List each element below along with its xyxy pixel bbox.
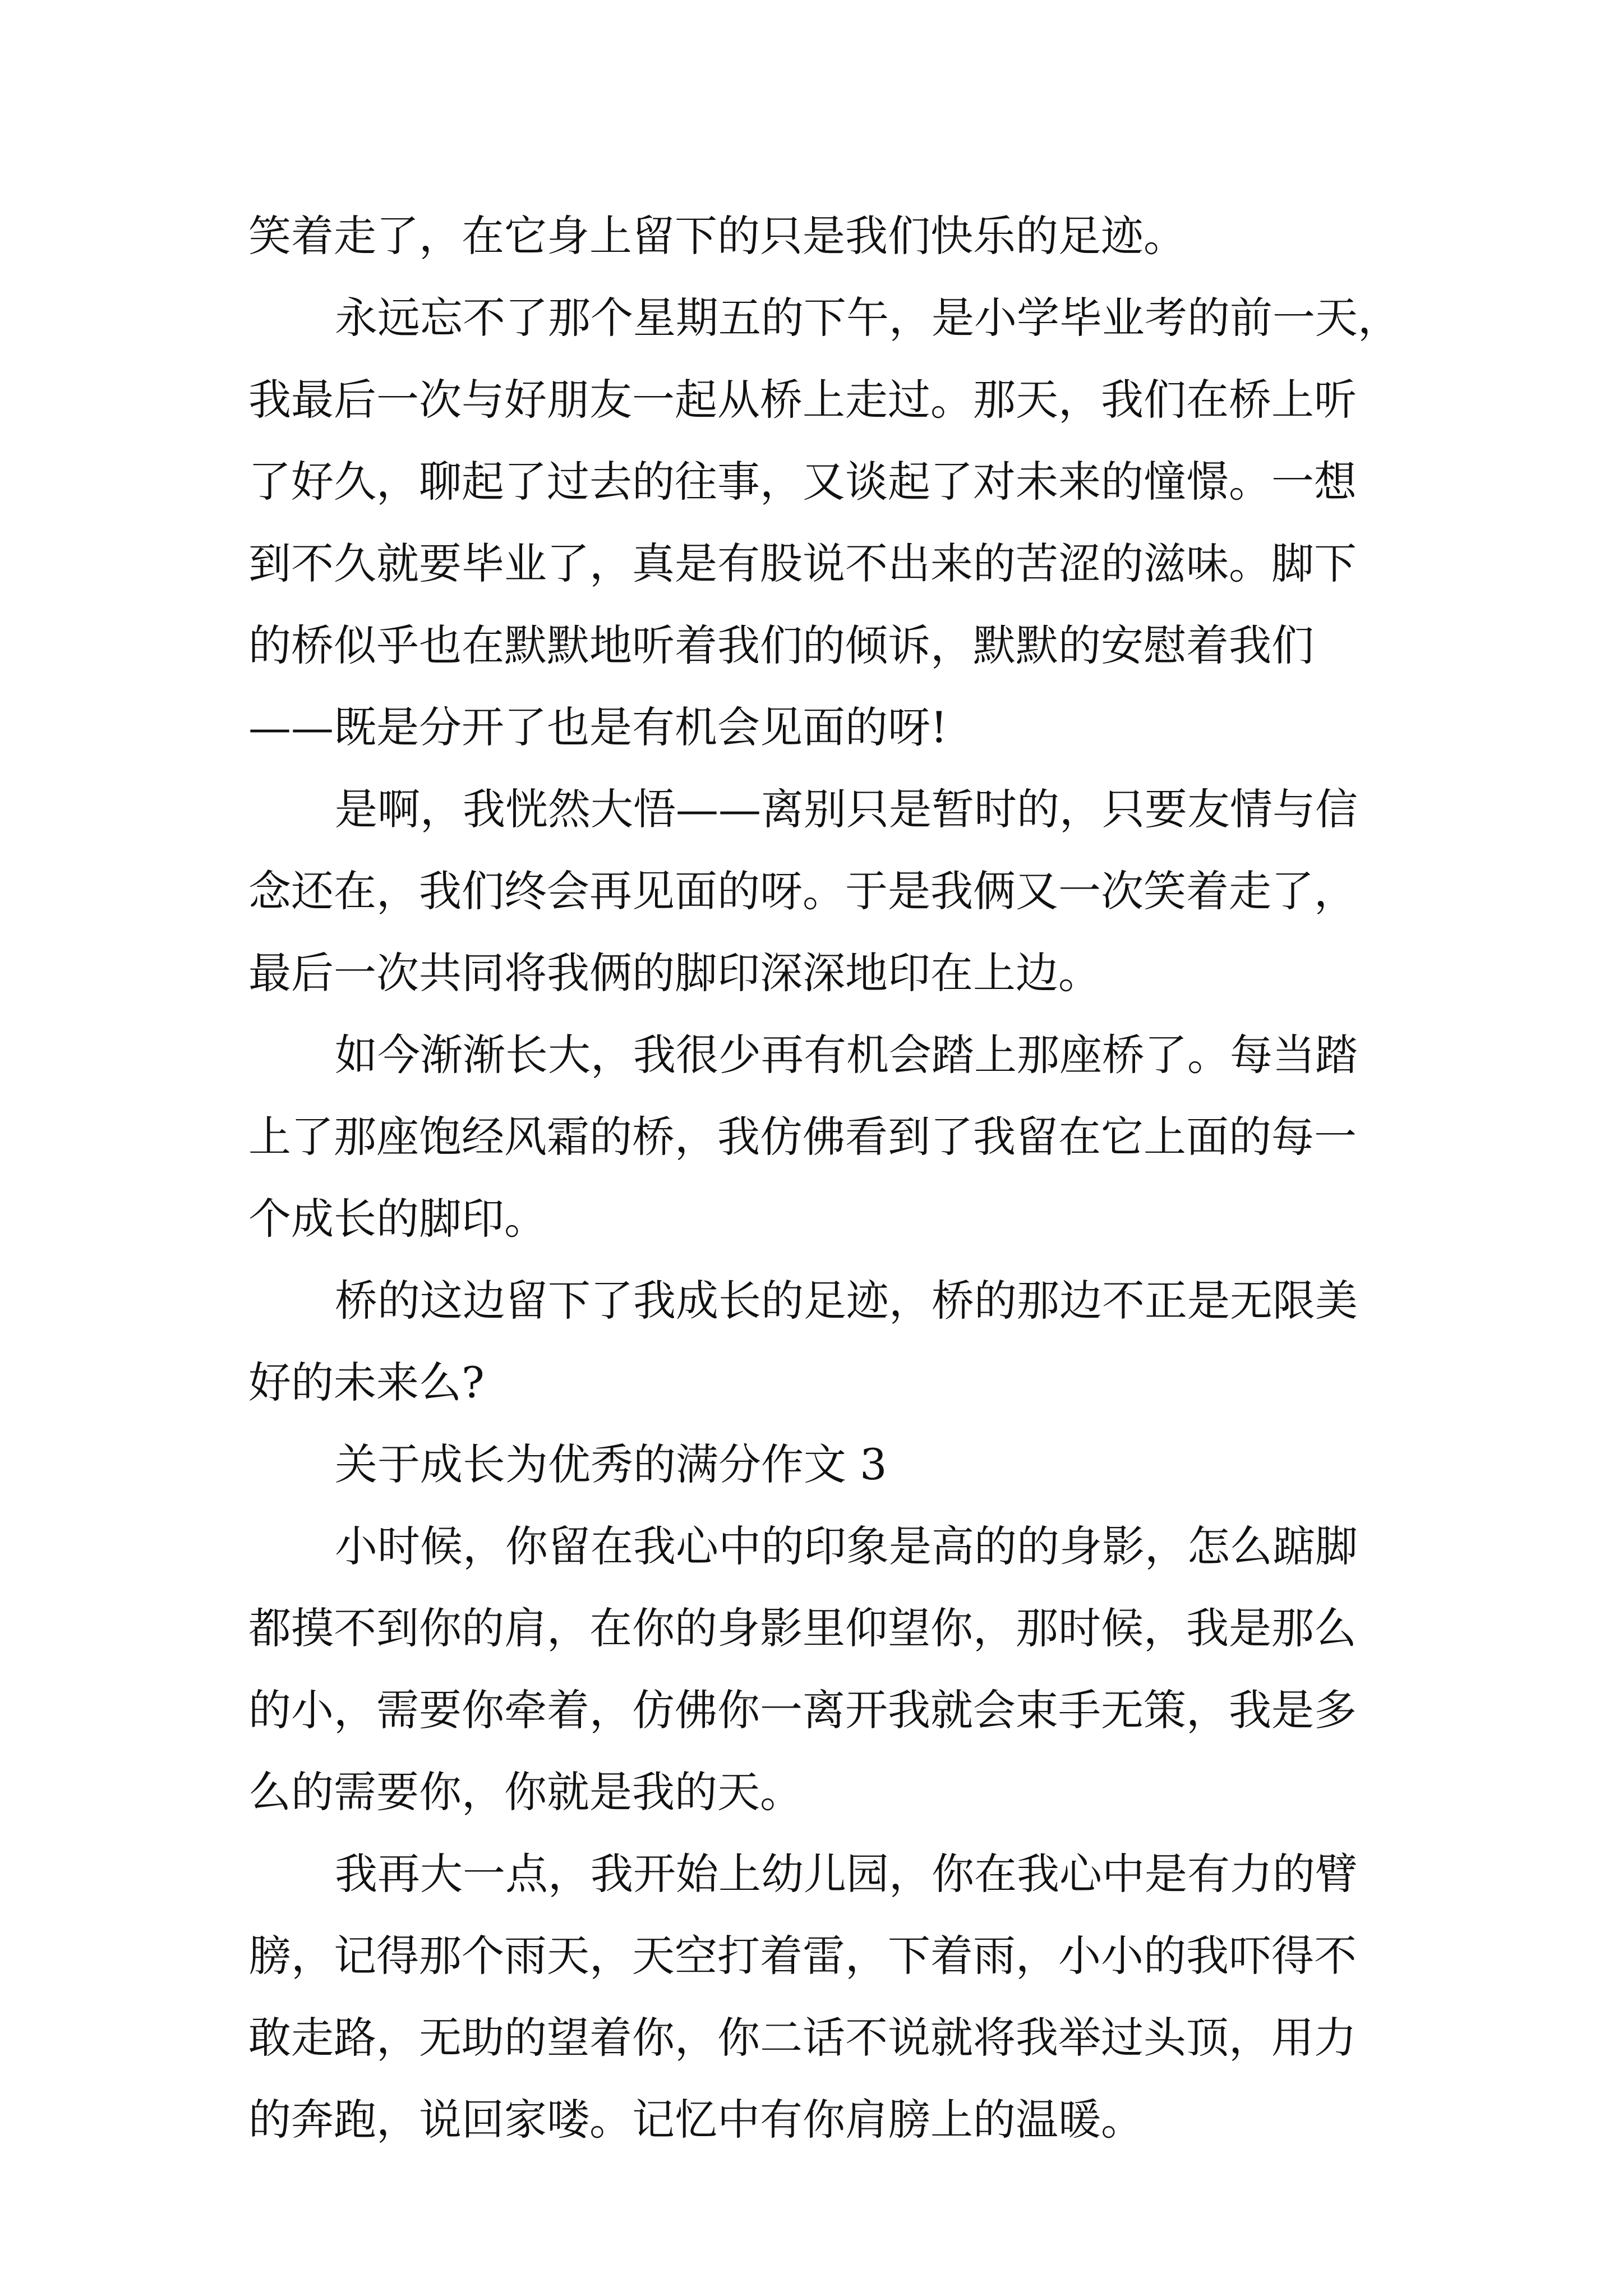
text-line: 念还在，我们终会再见面的呀。于是我俩又一次笑着走了， <box>248 866 1357 916</box>
text-line: 么的需要你，你就是我的天。 <box>248 1767 803 1817</box>
text-line: 我最后一次与好朋友一起从桥上走过。那天，我们在桥上听 <box>248 375 1357 425</box>
text-line: 敢走路，无助的望着你，你二话不说就将我举过头顶，用力 <box>248 2013 1357 2063</box>
text-line: 我再大一点，我开始上幼儿园，你在我心中是有力的臂 <box>335 1849 1358 1899</box>
text-line: 是啊，我恍然大悟——离别只是暂时的，只要友情与信 <box>335 784 1358 834</box>
text-line: 笑着走了，在它身上留下的只是我们快乐的足迹。 <box>248 211 1186 261</box>
text-line: 小时候，你留在我心中的印象是高的的身影，怎么踮脚 <box>335 1521 1358 1571</box>
text-line: 的奔跑，说回家喽。记忆中有你肩膀上的温暖。 <box>248 2095 1144 2145</box>
text-line: 了好久，聊起了过去的往事，又谈起了对未来的憧憬。一想 <box>248 457 1357 507</box>
text-line: 的桥似乎也在默默地听着我们的倾诉，默默的安慰着我们 <box>248 620 1314 670</box>
text-line: 到不久就要毕业了，真是有股说不出来的苦涩的滋味。脚下 <box>248 539 1357 588</box>
text-line: 膀，记得那个雨天，天空打着雷，下着雨，小小的我吓得不 <box>248 1931 1357 1981</box>
text-line: 好的未来么? <box>248 1358 485 1407</box>
text-line: 如今渐渐长大，我很少再有机会踏上那座桥了。每当踏 <box>335 1030 1358 1080</box>
text-line: ——既是分开了也是有机会见面的呀! <box>248 702 948 752</box>
text-line: 都摸不到你的肩，在你的身影里仰望你，那时候，我是那么 <box>248 1603 1357 1653</box>
text-line: 个成长的脚印。 <box>248 1194 547 1244</box>
text-line: 永远忘不了那个星期五的下午，是小学毕业考的前一天， <box>335 293 1400 343</box>
text-line: 上了那座饱经风霜的桥，我仿佛看到了我留在它上面的每一 <box>248 1112 1357 1162</box>
text-line: 桥的这边留下了我成长的足迹，桥的那边不正是无限美 <box>335 1276 1358 1326</box>
section-heading: 关于成长为优秀的满分作文 3 <box>335 1439 887 1489</box>
text-line: 最后一次共同将我俩的脚印深深地印在上边。 <box>248 948 1101 998</box>
text-line: 的小，需要你牵着，仿佛你一离开我就会束手无策，我是多 <box>248 1685 1357 1735</box>
